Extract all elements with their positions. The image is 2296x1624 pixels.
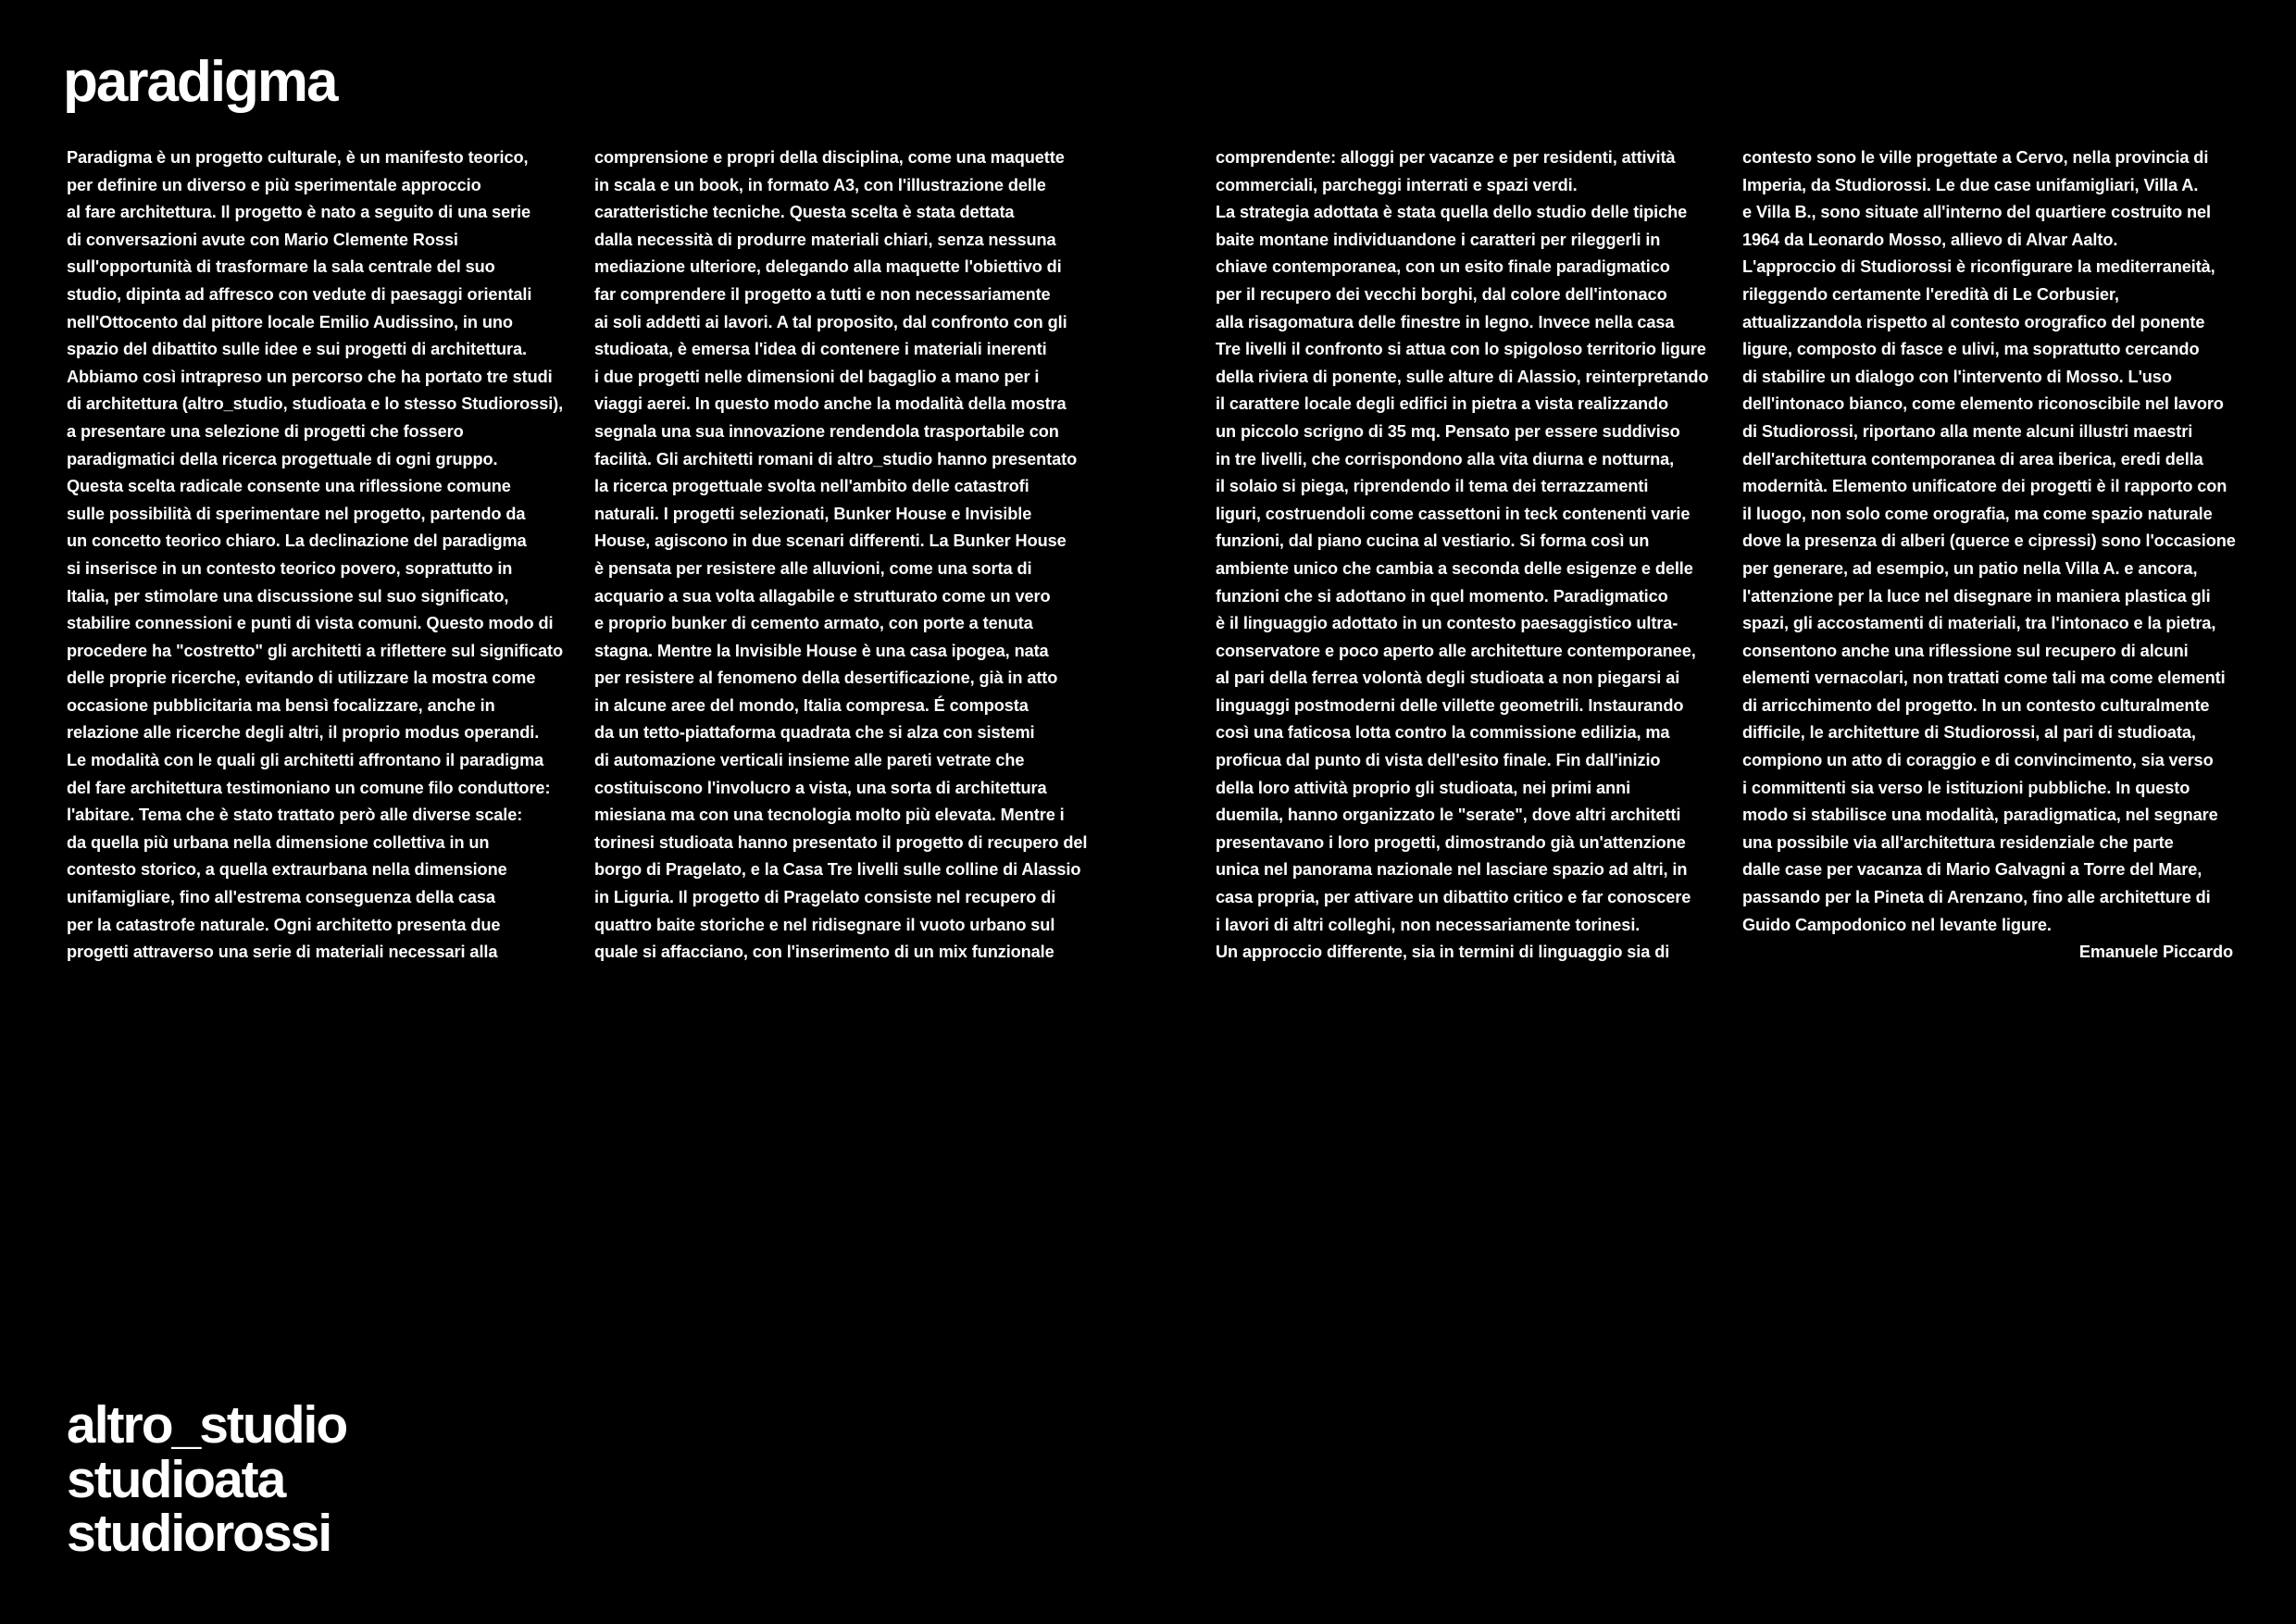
text-line: la ricerca progettuale svolta nell'ambito delle catastrofi [594,477,1029,496]
text-line: e Villa B., sono situate all'interno del quartiere costruito nel [1742,203,2211,222]
text-line: viaggi aerei. In questo modo anche la modalità della mostra [594,394,1067,414]
text-line: studioata, è emersa l'idea di contenere i materiali inerenti [594,340,1047,359]
text-line: Un approccio differente, sia in termini di linguaggio sia di [1216,943,1670,962]
text-line: in scala e un book, in formato A3, con l'illustrazione delle [594,175,1046,194]
text-line: i due progetti nelle dimensioni del bagaglio a mano per i [594,367,1040,386]
text-line: spazi, gli accostamenti di materiali, tra l'intonaco e la pietra, [1742,614,2216,633]
text-line: naturali. I progetti selezionati, Bunker House e Invisible [594,504,1032,523]
text-line: del fare architettura testimoniano un comune filo conduttore: [67,778,551,797]
text-line: unica nel panorama nazionale nel lasciare spazio ad altri, in [1216,860,1688,880]
text-line: Questa scelta radicale consente una riflessione comune [67,477,511,496]
text-line: consentono anche una riflessione sul recupero di alcuni [1742,641,2189,660]
text-line: di stabilire un dialogo con l'intervento di Mosso. L'uso [1742,367,2172,386]
text-line: contesto sono le ville progettate a Cervo, nella provincia di [1742,148,2209,167]
text-line: Guido Campodonico nel levante ligure. [1742,915,2052,934]
text-line: contesto storico, a quella extraurbana nella dimensione [67,860,507,880]
text-line: stagna. Mentre la Invisible House è una casa ipogea, nata [594,641,1049,660]
text-line: per generare, ad esempio, un patio nella Villa A. e ancora, [1742,558,2198,578]
text-line: di automazione verticali insieme alle pareti vetrate che [594,751,1025,770]
text-line: segnala una sua innovazione rendendola trasportabile con [594,421,1059,441]
text-line: unifamigliare, fino all'estrema conseguenza della casa [67,888,495,907]
text-line: Italia, per stimolare una discussione sul suo significato, [67,586,509,606]
text-line: L'approccio di Studiorossi è riconfigurare la mediterraneità, [1742,257,2215,277]
text-line: chiave contemporanea, con un esito finale paradigmatico [1216,257,1670,277]
text-line: rileggendo certamente l'eredità di Le Corbusier, [1742,284,2119,304]
studio-name-studiorossi: studiorossi [67,1504,331,1563]
text-line: far comprendere il progetto a tutti e non necessariamente [594,284,1051,304]
text-line: elementi vernacolari, non trattati come tali ma come elementi [1742,668,2226,688]
text-line: dell'architettura contemporanea di area iberica, eredi della [1742,449,2203,468]
text-column-1 [67,144,585,967]
text-line: per resistere al fenomeno della desertificazione, già in atto [594,668,1058,688]
text-line: progetti attraverso una serie di materiali necessari alla [67,943,498,962]
text-column-3 [1216,144,1734,967]
text-line: è il linguaggio adottato in un contesto paesaggistico ultra- [1216,614,1678,633]
text-line: il solaio si piega, riprendendo il tema dei terrazzamenti [1216,477,1649,496]
text-line: della loro attività proprio gli studioata, nei primi anni [1216,778,1631,797]
text-line: della riviera di ponente, sulle alture di Alassio, reinterpretando [1216,367,1709,386]
text-line: stabilire connessioni e punti di vista comuni. Questo modo di [67,614,554,633]
text-line: i committenti sia verso le istituzioni pubbliche. In questo [1742,778,2190,797]
text-line: in Liguria. Il progetto di Pragelato consiste nel recupero di [594,888,1056,907]
text-line: al pari della ferrea volontà degli studioata a non piegarsi ai [1216,668,1680,688]
text-line: di conversazioni avute con Mario Clemente Rossi [67,230,458,249]
text-line: miesiana ma con una tecnologia molto più elevata. Mentre i [594,806,1065,825]
text-line: Abbiamo così intrapreso un percorso che ha portato tre studi [67,367,553,386]
text-line: nell'Ottocento dal pittore locale Emilio Audissino, in uno [67,312,513,331]
text-line: comprendente: alloggi per vacanze e per residenti, attività [1216,148,1676,167]
text-line: così una faticosa lotta contro la commissione edilizia, ma [1216,723,1670,743]
studio-name-altro-studio: altro_studio [67,1395,347,1455]
text-line: conservatore e poco aperto alle architetture contemporanee, [1216,641,1696,660]
text-line: liguri, costruendoli come cassettoni in teck contenenti varie [1216,504,1691,523]
text-line: spazio del dibattito sulle idee e sui progetti di architettura. [67,340,527,359]
text-line: presentavano i loro progetti, dimostrando già un'attenzione [1216,832,1686,852]
text-line: Tre livelli il confronto si attua con lo spigoloso territorio ligure [1216,340,1706,359]
text-column-4 [1742,144,2236,967]
text-line: relazione alle ricerche degli altri, il proprio modus operandi. [67,723,540,743]
page-title: paradigma [63,50,337,114]
text-line: per il recupero dei vecchi borghi, dal colore dell'intonaco [1216,284,1667,304]
text-line: procedere ha "costretto" gli architetti a riflettere sul significato [67,641,563,660]
text-line: ai soli addetti ai lavori. A tal proposito, dal confronto con gli [594,312,1067,331]
text-line: torinesi studioata hanno presentato il progetto di recupero del [594,832,1088,852]
text-line: sulle possibilità di sperimentare nel progetto, partendo da [67,504,526,523]
text-line: ligure, composto di fasce e ulivi, ma soprattutto cercando [1742,340,2200,359]
text-line: da un tetto-piattaforma quadrata che si alza con sistemi [594,723,1035,743]
text-line: costituiscono l'involucro a vista, una sorta di architettura [594,778,1047,797]
studio-list [67,1395,347,1563]
text-line: paradigmatici della ricerca progettuale di ogni gruppo. [67,449,498,468]
text-line: in tre livelli, che corrispondono alla vita diurna e notturna, [1216,449,1675,468]
text-line: duemila, hanno organizzato le "serate", dove altri architetti [1216,806,1681,825]
text-line: funzioni che si adottano in quel momento. Paradigmatico [1216,586,1668,606]
text-line: linguaggi postmoderni delle villette geometrili. Instaurando [1216,695,1684,715]
text-line: mediazione ulteriore, delegando alla maquette l'obiettivo di [594,257,1062,277]
author-signature: Emanuele Piccardo [2078,943,2233,962]
text-line: un piccolo scrigno di 35 mq. Pensato per essere suddiviso [1216,421,1680,441]
text-line: un concetto teorico chiaro. La declinazione del paradigma [67,531,527,551]
text-line: Imperia, da Studiorossi. Le due case unifamigliari, Villa A. [1742,175,2199,194]
text-line: dalla necessità di produrre materiali chiari, senza nessuna [594,230,1056,249]
text-line: facilità. Gli architetti romani di altro_studio hanno presentato [594,449,1078,468]
text-line: il carattere locale degli edifici in pietra a vista realizzando [1216,394,1668,414]
text-line: difficile, le architetture di Studiorossi, al pari di studioata, [1742,723,2196,743]
text-line: attualizzandola rispetto al contesto orografico del ponente [1742,312,2205,331]
text-line: acquario a sua volta allagabile e strutturato come un vero [594,586,1051,606]
text-line: delle proprie ricerche, evitando di utilizzare la mostra come [67,668,536,688]
text-line: House, agiscono in due scenari differenti. La Bunker House [594,531,1067,551]
text-line: comprensione e propri della disciplina, come una maquette [594,148,1065,167]
text-line: compiono un atto di coraggio e di convincimento, sia verso [1742,751,2214,770]
text-line: Paradigma è un progetto culturale, è un manifesto teorico, [67,148,529,167]
text-line: ambiente unico che cambia a seconda delle esigenze e delle [1216,558,1693,578]
text-line: Le modalità con le quali gli architetti affrontano il paradigma [67,751,544,770]
text-line: di arricchimento del progetto. In un contesto culturalmente [1742,695,2210,715]
text-line: dalle case per vacanza di Mario Galvagni a Torre del Mare, [1742,860,2202,880]
text-line: e proprio bunker di cemento armato, con porte a tenuta [594,614,1033,633]
text-line: sull'opportunità di trasformare la sala centrale del suo [67,257,495,277]
text-line: a presentare una selezione di progetti che fossero [67,421,464,441]
text-line: funzioni, dal piano cucina al vestiario. Si forma così un [1216,531,1650,551]
text-line: modernità. Elemento unificatore dei progetti è il rapporto con [1742,477,2227,496]
text-line: di Studiorossi, riportano alla mente alcuni illustri maestri [1742,421,2193,441]
text-line: dell'intonaco bianco, come elemento riconoscibile nel lavoro [1742,394,2224,414]
text-line: in alcune aree del mondo, Italia compresa. É composta [594,695,1029,715]
text-line: baite montane individuandone i caratteri per rileggerli in [1216,230,1661,249]
text-line: proficua dal punto di vista dell'esito finale. Fin dall'inizio [1216,751,1661,770]
text-line: è pensata per resistere alle alluvioni, come una sorta di [594,558,1032,578]
text-line: al fare architettura. Il progetto è nato a seguito di una serie [67,203,531,222]
text-line: La strategia adottata è stata quella dello studio delle tipiche [1216,203,1688,222]
text-line: di architettura (altro_studio, studioata e lo stesso Studiorossi), [67,394,564,414]
text-line: si inserisce in un contesto teorico povero, soprattutto in [67,558,513,578]
text-line: l'abitare. Tema che è stato trattato però alle diverse scale: [67,806,523,825]
text-line: quale si affacciano, con l'inserimento di un mix funzionale [594,943,1054,962]
text-line: studio, dipinta ad affresco con vedute di paesaggi orientali [67,284,532,304]
text-line: caratteristiche tecniche. Questa scelta è stata dettata [594,203,1015,222]
text-line: passando per la Pineta di Arenzano, fino alle architetture di [1742,888,2211,907]
text-line: il luogo, non solo come orografia, ma come spazio naturale [1742,504,2213,523]
text-line: dove la presenza di alberi (querce e cipressi) sono l'occasione [1742,531,2236,551]
text-line: casa propria, per attivare un dibattito critico e far conoscere [1216,888,1691,907]
text-line: borgo di Pragelato, e la Casa Tre livelli sulle colline di Alassio [594,860,1081,880]
text-line: una possibile via all'architettura residenziale che parte [1742,832,2174,852]
text-line: per la catastrofe naturale. Ogni architetto presenta due [67,915,501,934]
text-line: i lavori di altri colleghi, non necessariamente torinesi. [1216,915,1641,934]
text-line: alla risagomatura delle finestre in legno. Invece nella casa [1216,312,1675,331]
text-line: 1964 da Leonardo Mosso, allievo di Alvar Aalto. [1742,230,2118,249]
text-column-2 [594,144,1113,967]
text-line: da quella più urbana nella dimensione collettiva in un [67,832,490,852]
text-line: occasione pubblicitaria ma bensì focalizzare, anche in [67,695,495,715]
text-line: modo si stabilisce una modalità, paradigmatica, nel segnare [1742,806,2218,825]
text-line: l'attenzione per la luce nel disegnare in maniera plastica gli [1742,586,2211,606]
text-line: per definire un diverso e più sperimentale approccio [67,175,481,194]
studio-name-studioata: studioata [67,1449,285,1509]
text-line: commerciali, parcheggi interrati e spazi verdi. [1216,175,1578,194]
text-line: quattro baite storiche e nel ridisegnare il vuoto urbano sul [594,915,1055,934]
